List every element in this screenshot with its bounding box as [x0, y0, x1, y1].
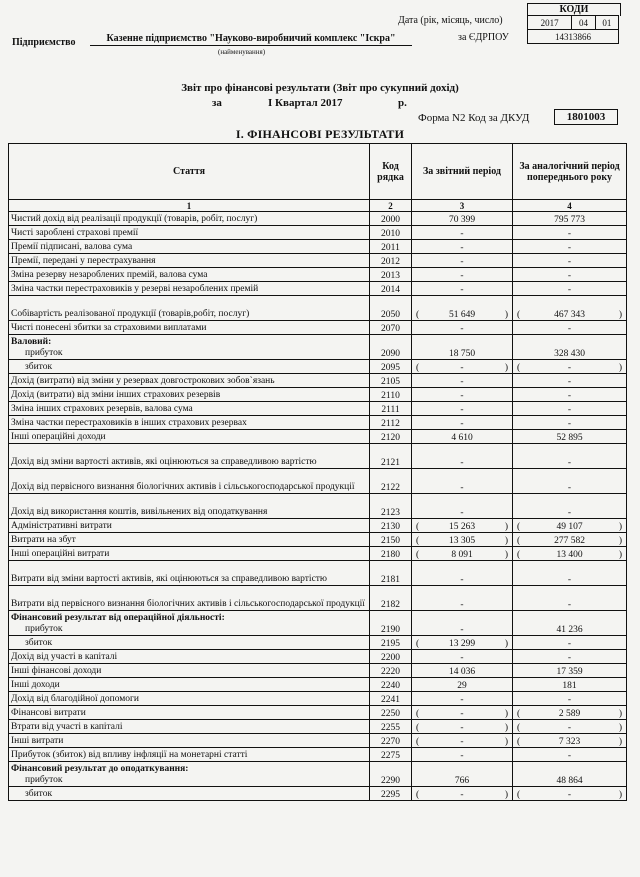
- row-previous-value: -: [513, 282, 627, 296]
- row-current-value: -: [412, 240, 513, 254]
- row-code: 2275: [370, 748, 412, 762]
- row-current-value: -: [412, 748, 513, 762]
- row-code: 2011: [370, 240, 412, 254]
- row-name: Чисті понесені збитки за страховими виплатами: [9, 321, 370, 335]
- table-row: [9, 762, 627, 787]
- row-code: 2241: [370, 692, 412, 706]
- row-code: 2200: [370, 650, 412, 664]
- row-name: Дохід (витрати) від зміни у резервах довгострокових зобов`язань: [9, 374, 370, 388]
- row-name: Дохід від благодійної допомоги: [9, 692, 370, 706]
- row-current-value: ( 51 649 ): [412, 296, 513, 321]
- col-number: 2: [370, 200, 412, 212]
- row-previous-value: ( 2 589 ): [513, 706, 627, 720]
- row-name: збиток: [9, 360, 370, 374]
- row-previous-value: -: [513, 254, 627, 268]
- row-code: 2290: [370, 762, 412, 787]
- row-name: Витрати від первісного визнання біологічних активів і сільськогосподарської продукції: [9, 586, 370, 611]
- row-subname: прибуток: [25, 775, 63, 785]
- row-current-value: ( - ): [412, 720, 513, 734]
- row-current-value: -: [412, 268, 513, 282]
- date-month: 04: [572, 16, 595, 30]
- row-previous-value: -: [513, 240, 627, 254]
- row-code: 2070: [370, 321, 412, 335]
- row-name: Втрати від участі в капіталі: [9, 720, 370, 734]
- row-name: Дохід (витрати) від зміни інших страхових резервів: [9, 388, 370, 402]
- date-label: Дата (рік, місяць, число): [398, 15, 503, 26]
- row-previous-value: ( 7 323 ): [513, 734, 627, 748]
- row-name: Чистий дохід від реалізації продукції (товарів, робіт, послуг): [9, 212, 370, 226]
- row-code: 2111: [370, 402, 412, 416]
- table-row: [9, 519, 627, 533]
- row-name: Дохід від зміни вартості активів, які оцінюються за справедливою вартістю: [9, 444, 370, 469]
- table-row: [9, 636, 627, 650]
- row-previous-value: -: [513, 469, 627, 494]
- table-row: [9, 692, 627, 706]
- row-previous-value: 52 895: [513, 430, 627, 444]
- row-current-value: ( - ): [412, 360, 513, 374]
- table-row: [9, 240, 627, 254]
- row-group-title: Фінансовий результат від операційної діяльності:: [11, 613, 225, 623]
- table-row: [9, 650, 627, 664]
- row-previous-value: -: [513, 586, 627, 611]
- table-row: [9, 402, 627, 416]
- table-row: [9, 296, 627, 321]
- row-previous-value: -: [513, 748, 627, 762]
- row-name: Дохід від участі в капіталі: [9, 650, 370, 664]
- row-name: Витрати від зміни вартості активів, які оцінюються за справедливою вартістю: [9, 561, 370, 586]
- row-name: Премії, передані у перестрахування: [9, 254, 370, 268]
- edrpou-label: за ЄДРПОУ: [458, 32, 509, 43]
- row-name: Інші операційні витрати: [9, 547, 370, 561]
- table-row: [9, 444, 627, 469]
- enterprise-label: Підприємство: [12, 37, 76, 48]
- row-previous-value: -: [513, 636, 627, 650]
- row-current-value: -: [412, 650, 513, 664]
- table-row: [9, 734, 627, 748]
- row-previous-value: -: [513, 692, 627, 706]
- row-previous-value: ( 49 107 ): [513, 519, 627, 533]
- row-code: 2255: [370, 720, 412, 734]
- row-code: 2120: [370, 430, 412, 444]
- row-previous-value: ( - ): [513, 720, 627, 734]
- row-code: 2012: [370, 254, 412, 268]
- row-code: 2295: [370, 787, 412, 801]
- form-label: Форма N2 Код за ДКУД: [418, 112, 530, 124]
- row-name: Дохід від використання коштів, вивільнених від оподаткування: [9, 494, 370, 519]
- row-previous-value: -: [513, 650, 627, 664]
- row-current-value: -: [412, 416, 513, 430]
- row-code: 2270: [370, 734, 412, 748]
- report-title: Звіт про фінансові результати (Звіт про сукупний дохід): [181, 82, 459, 94]
- codes-grid: [527, 15, 619, 44]
- row-code: 2112: [370, 416, 412, 430]
- row-previous-value: 328 430: [513, 335, 627, 360]
- row-current-value: -: [412, 444, 513, 469]
- financial-results-table: [8, 143, 627, 801]
- row-previous-value: ( 467 343 ): [513, 296, 627, 321]
- row-name: Премії підписані, валова сума: [9, 240, 370, 254]
- row-current-value: ( 8 091 ): [412, 547, 513, 561]
- row-current-value: -: [412, 469, 513, 494]
- table-row: [9, 212, 627, 226]
- section-title: І. ФІНАНСОВІ РЕЗУЛЬТАТИ: [235, 127, 405, 141]
- row-name: [9, 335, 370, 360]
- row-code: 2240: [370, 678, 412, 692]
- row-current-value: 766: [412, 762, 513, 787]
- row-name: Зміна частки перестраховиків в інших страхових резервах: [9, 416, 370, 430]
- row-previous-value: -: [513, 268, 627, 282]
- row-current-value: ( - ): [412, 734, 513, 748]
- table-row: [9, 321, 627, 335]
- row-current-value: -: [412, 226, 513, 240]
- row-name: Прибуток (збиток) від впливу інфляції на монетарні статті: [9, 748, 370, 762]
- row-current-value: -: [412, 282, 513, 296]
- row-previous-value: 181: [513, 678, 627, 692]
- row-name: Інші витрати: [9, 734, 370, 748]
- row-group-title: Фінансовий результат до оподаткування:: [11, 764, 189, 774]
- row-current-value: 29: [412, 678, 513, 692]
- row-code: 2105: [370, 374, 412, 388]
- row-code: 2250: [370, 706, 412, 720]
- table-row: [9, 706, 627, 720]
- table-row: [9, 226, 627, 240]
- row-code: 2123: [370, 494, 412, 519]
- row-current-value: -: [412, 494, 513, 519]
- edrpou-value: 14313866: [528, 30, 619, 44]
- row-current-value: 18 750: [412, 335, 513, 360]
- form-code: 1801003: [554, 109, 618, 125]
- row-code: 2150: [370, 533, 412, 547]
- row-current-value: -: [412, 692, 513, 706]
- row-name: Адміністративні витрати: [9, 519, 370, 533]
- row-name: [9, 762, 370, 787]
- row-name: Зміна частки перестраховиків у резерві незароблених премій: [9, 282, 370, 296]
- row-code: 2180: [370, 547, 412, 561]
- table-row: [9, 561, 627, 586]
- table-row: [9, 254, 627, 268]
- row-current-value: -: [412, 586, 513, 611]
- row-code: 2190: [370, 611, 412, 636]
- table-row: [9, 720, 627, 734]
- row-name: Дохід від первісного визнання біологічних активів і сільськогосподарської продукції: [9, 469, 370, 494]
- report-period: І Квартал 2017: [268, 97, 343, 109]
- row-current-value: -: [412, 561, 513, 586]
- row-previous-value: ( 277 582 ): [513, 533, 627, 547]
- row-previous-value: 795 773: [513, 212, 627, 226]
- row-previous-value: ( - ): [513, 787, 627, 801]
- row-name: Витрати на збут: [9, 533, 370, 547]
- row-code: 2121: [370, 444, 412, 469]
- table-row: [9, 335, 627, 360]
- table-row: [9, 282, 627, 296]
- table-row: [9, 360, 627, 374]
- row-current-value: -: [412, 321, 513, 335]
- row-current-value: ( - ): [412, 787, 513, 801]
- row-name: Інші фінансові доходи: [9, 664, 370, 678]
- table-row: [9, 787, 627, 801]
- header-current: За звітний період: [412, 144, 513, 200]
- row-current-value: 4 610: [412, 430, 513, 444]
- row-current-value: -: [412, 388, 513, 402]
- row-code: 2110: [370, 388, 412, 402]
- codes-title: КОДИ: [527, 3, 621, 16]
- row-code: 2095: [370, 360, 412, 374]
- table-row: [9, 388, 627, 402]
- row-current-value: ( 13 299 ): [412, 636, 513, 650]
- col-number: 3: [412, 200, 513, 212]
- row-code: 2182: [370, 586, 412, 611]
- row-name: [9, 611, 370, 636]
- row-previous-value: -: [513, 321, 627, 335]
- row-previous-value: 17 359: [513, 664, 627, 678]
- row-current-value: -: [412, 611, 513, 636]
- table-row: [9, 678, 627, 692]
- row-previous-value: -: [513, 494, 627, 519]
- row-previous-value: ( - ): [513, 360, 627, 374]
- enterprise-sub: (найменування): [218, 48, 266, 56]
- row-name: збиток: [9, 787, 370, 801]
- col-number: 1: [9, 200, 370, 212]
- row-current-value: 70 399: [412, 212, 513, 226]
- table-row: [9, 664, 627, 678]
- row-current-value: ( 13 305 ): [412, 533, 513, 547]
- header-article: Стаття: [9, 144, 370, 200]
- row-name: Інші доходи: [9, 678, 370, 692]
- table-body: [9, 212, 627, 801]
- table-row: [9, 748, 627, 762]
- row-code: 2050: [370, 296, 412, 321]
- header-previous: За аналогічний період попереднього року: [513, 144, 627, 200]
- row-current-value: -: [412, 254, 513, 268]
- report-year-suffix: р.: [398, 97, 407, 109]
- table-row: [9, 430, 627, 444]
- row-code: 2130: [370, 519, 412, 533]
- row-name: Інші операційні доходи: [9, 430, 370, 444]
- table-row: [9, 469, 627, 494]
- table-row: [9, 494, 627, 519]
- row-current-value: -: [412, 402, 513, 416]
- row-previous-value: ( 13 400 ): [513, 547, 627, 561]
- table-row: [9, 533, 627, 547]
- row-code: 2220: [370, 664, 412, 678]
- row-subname: прибуток: [25, 348, 63, 358]
- row-previous-value: -: [513, 226, 627, 240]
- row-subname: прибуток: [25, 624, 63, 634]
- table-row: [9, 374, 627, 388]
- row-group-title: Валовий:: [11, 337, 52, 347]
- row-code: 2010: [370, 226, 412, 240]
- row-current-value: ( - ): [412, 706, 513, 720]
- row-name: Зміна інших страхових резервів, валова сума: [9, 402, 370, 416]
- row-name: Зміна резерву незароблених премій, валова сума: [9, 268, 370, 282]
- row-current-value: 14 036: [412, 664, 513, 678]
- row-current-value: ( 15 263 ): [412, 519, 513, 533]
- table-row: [9, 547, 627, 561]
- row-code: 2013: [370, 268, 412, 282]
- row-previous-value: -: [513, 561, 627, 586]
- enterprise-name: Казенне підприємство "Науково-виробничий комплекс "Іскра": [90, 33, 412, 46]
- col-number: 4: [513, 200, 627, 212]
- row-previous-value: 41 236: [513, 611, 627, 636]
- row-code: 2195: [370, 636, 412, 650]
- row-current-value: -: [412, 374, 513, 388]
- row-code: 2000: [370, 212, 412, 226]
- row-name: Собівартість реалізованої продукції (товарів,робіт, послуг): [9, 296, 370, 321]
- date-day: 01: [595, 16, 618, 30]
- row-previous-value: -: [513, 388, 627, 402]
- date-year: 2017: [528, 16, 572, 30]
- row-previous-value: -: [513, 374, 627, 388]
- row-previous-value: -: [513, 444, 627, 469]
- header-code: Код рядка: [370, 144, 412, 200]
- row-code: 2181: [370, 561, 412, 586]
- table-row: [9, 416, 627, 430]
- row-code: 2090: [370, 335, 412, 360]
- row-previous-value: -: [513, 402, 627, 416]
- row-previous-value: -: [513, 416, 627, 430]
- row-previous-value: 48 864: [513, 762, 627, 787]
- row-name: Чисті зароблені страхові премії: [9, 226, 370, 240]
- row-name: збиток: [9, 636, 370, 650]
- row-code: 2014: [370, 282, 412, 296]
- row-name: Фінансові витрати: [9, 706, 370, 720]
- report-za: за: [212, 97, 222, 109]
- table-row: [9, 611, 627, 636]
- row-code: 2122: [370, 469, 412, 494]
- table-row: [9, 268, 627, 282]
- table-row: [9, 586, 627, 611]
